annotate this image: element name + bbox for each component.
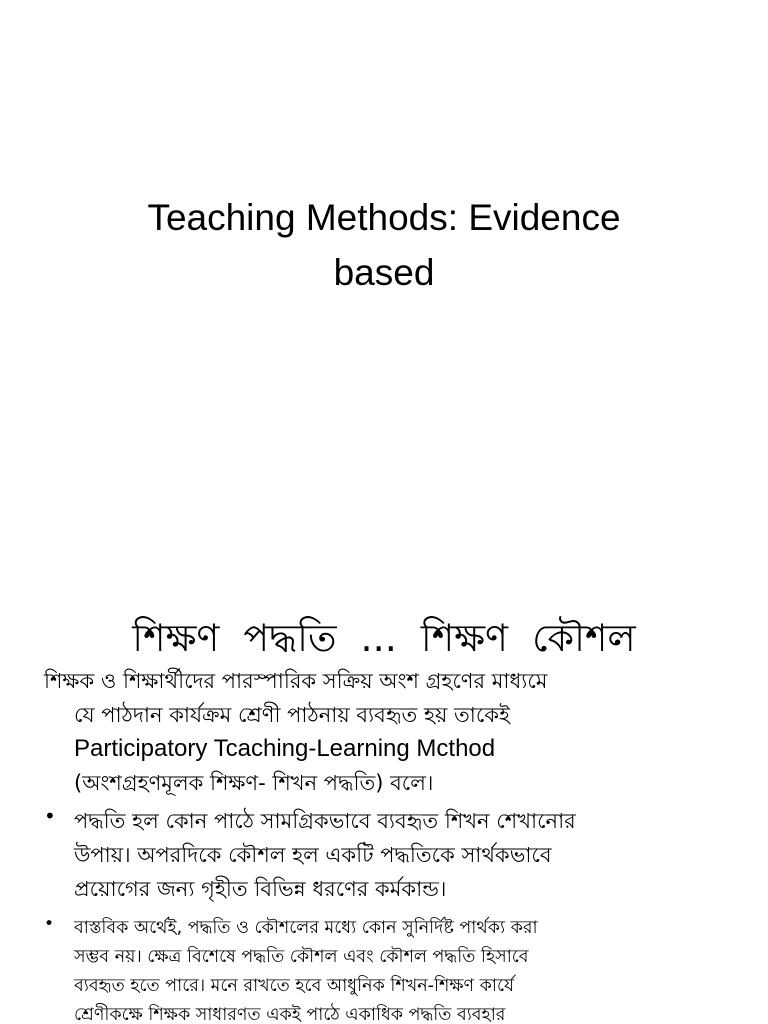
bullet-item-no-clear-difference [44, 914, 734, 1024]
bullet-1-line-3: প্রয়োগের জন্য গৃহীত বিভিন্ন ধরণের কর্মকান্ড। [74, 877, 447, 901]
slide-1-title-line-1: Teaching Methods: Evidence [147, 197, 621, 238]
bullet-icon: • [44, 914, 55, 934]
intro-line-3: Participatory Tcaching-Learning Mcthod [74, 735, 496, 762]
bullet-1-line-2: উপায়। অপরদিকে কৌশল হল একটি পদ্ধতিকে সার্থকভাবে [74, 843, 552, 867]
bullet-icon: • [44, 804, 56, 828]
intro-line-2: যে পাঠদান কার্যক্রম শ্রেণী পাঠনায় ব্যবহৃত হয় তাকেই [74, 703, 510, 727]
slide-2-title: শিক্ষণ পদ্ধতি ... শিক্ষণ কৌশল [132, 616, 636, 660]
intro-paragraph [44, 664, 734, 800]
slide-2 [0, 576, 768, 1024]
bullet-2-line-2: সম্ভব নয়। ক্ষেত্র বিশেষে পদ্ধতি কৌশল এবং কৌশল পদ্ধতি হিসাবে [74, 947, 529, 967]
bullet-1-text [74, 804, 734, 906]
intro-line-4: (অংশগ্রহণমূলক শিক্ষণ- শিখন পদ্ধতি) বলে। [74, 771, 434, 795]
bullet-item-method-vs-technique [44, 804, 734, 906]
slide-1-title [60, 190, 708, 300]
bullet-2-text [74, 914, 734, 1024]
bullet-list [44, 804, 734, 1024]
slide-1-title-line-2: based [333, 252, 435, 293]
bullet-2-line-4: শ্রেণীকক্ষে শিক্ষক সাধারণত একই পাঠে একাধিক পদ্ধতি ব্যবহার [74, 1005, 506, 1024]
bullet-2-line-1: বাস্তবিক অর্থেই, পদ্ধতি ও কৌশলের মধ্যে কোন সুনির্দিষ্ট পার্থক্য করা [74, 918, 538, 938]
intro-line-1: শিক্ষক ও শিক্ষার্থীদের পারস্পারিক সক্রিয় অংশ গ্রহণের মাধ্যমে [44, 669, 548, 693]
bullet-1-line-1: পদ্ধতি হল কোন পাঠে সামগ্রিকভাবে ব্যবহৃত শিখন শেখানোর [74, 809, 576, 833]
bullet-2-line-3: ব্যবহৃত হতে পারে। মনে রাখতে হবে আধুনিক শিখন-শিক্ষণ কার্যে [74, 976, 515, 996]
